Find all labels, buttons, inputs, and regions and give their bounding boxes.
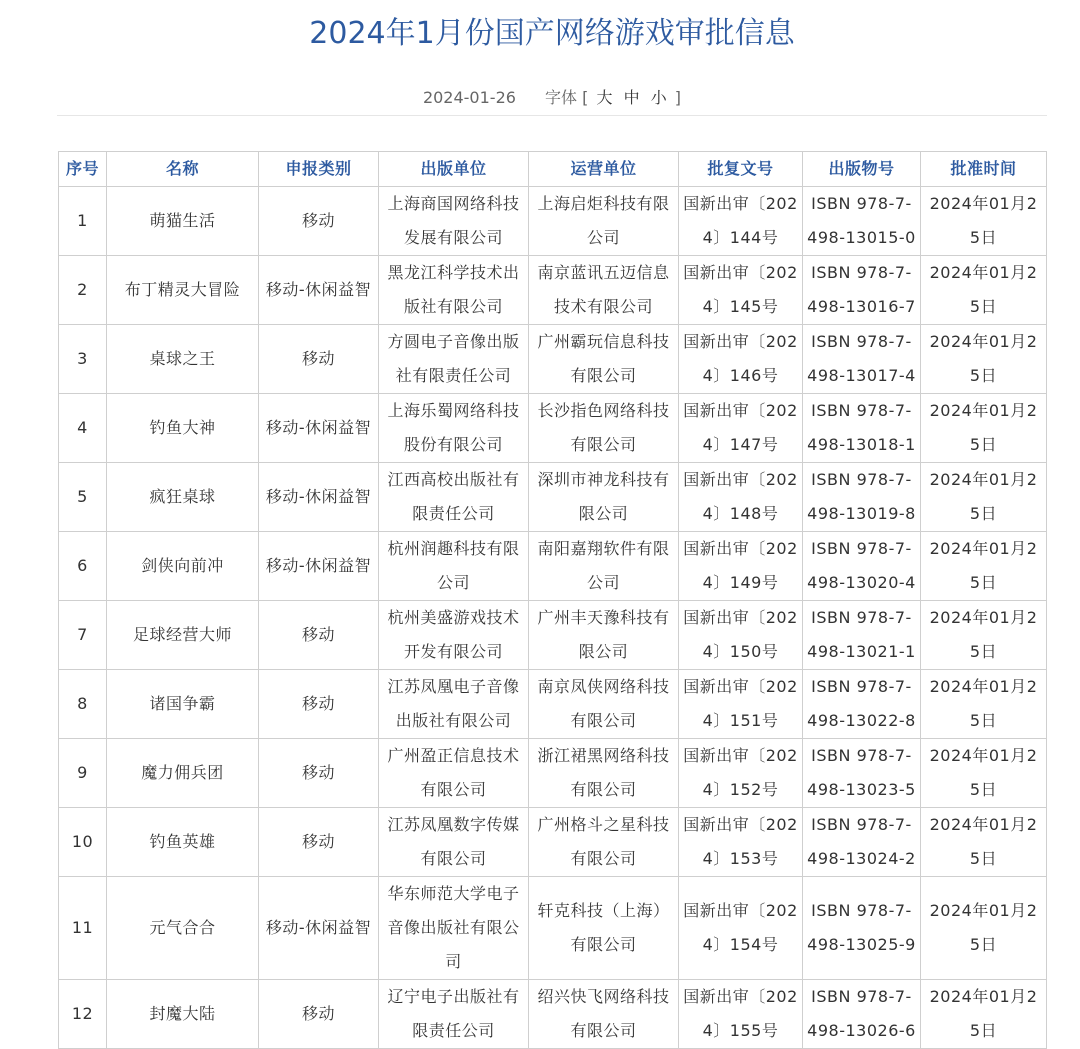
- cell-approval-date: 2024年01月25日: [921, 532, 1047, 601]
- cell-approval-date: 2024年01月25日: [921, 601, 1047, 670]
- table-row: [59, 808, 1047, 877]
- cell-category: 移动-休闲益智: [259, 877, 379, 980]
- cell-isbn: ISBN 978-7-498-13021-1: [803, 601, 921, 670]
- approval-table: [58, 151, 1047, 1049]
- cell-name: 桌球之王: [107, 325, 259, 394]
- cell-approval-number: 国新出审〔2024〕144号: [679, 187, 803, 256]
- cell-operator: 南京凤侠网络科技有限公司: [529, 670, 679, 739]
- cell-index: 7: [59, 601, 107, 670]
- table-row: [59, 532, 1047, 601]
- cell-name: 疯狂桌球: [107, 463, 259, 532]
- cell-operator: 广州格斗之星科技有限公司: [529, 808, 679, 877]
- bracket-open: [: [582, 88, 589, 107]
- table-row: [59, 670, 1047, 739]
- font-size-large-link[interactable]: 大: [596, 88, 613, 107]
- cell-name: 诸国争霸: [107, 670, 259, 739]
- font-size-control: [545, 88, 681, 107]
- cell-name: 魔力佣兵团: [107, 739, 259, 808]
- cell-approval-date: 2024年01月25日: [921, 808, 1047, 877]
- cell-approval-number: 国新出审〔2024〕147号: [679, 394, 803, 463]
- cell-category: 移动-休闲益智: [259, 394, 379, 463]
- cell-publisher: 江西高校出版社有限责任公司: [379, 463, 529, 532]
- cell-isbn: ISBN 978-7-498-13016-7: [803, 256, 921, 325]
- header-name: 名称: [107, 152, 259, 187]
- cell-isbn: ISBN 978-7-498-13023-5: [803, 739, 921, 808]
- cell-category: 移动: [259, 601, 379, 670]
- cell-publisher: 杭州美盛游戏技术开发有限公司: [379, 601, 529, 670]
- cell-name: 剑侠向前冲: [107, 532, 259, 601]
- cell-publisher: 广州盈正信息技术有限公司: [379, 739, 529, 808]
- header-approval-date: 批准时间: [921, 152, 1047, 187]
- cell-approval-number: 国新出审〔2024〕149号: [679, 532, 803, 601]
- cell-category: 移动-休闲益智: [259, 463, 379, 532]
- cell-category: 移动: [259, 808, 379, 877]
- cell-approval-number: 国新出审〔2024〕150号: [679, 601, 803, 670]
- cell-operator: 广州丰天豫科技有限公司: [529, 601, 679, 670]
- cell-isbn: ISBN 978-7-498-13019-8: [803, 463, 921, 532]
- cell-index: 3: [59, 325, 107, 394]
- bracket-close: ]: [674, 88, 682, 107]
- publish-date: 2024-01-26: [422, 88, 516, 107]
- cell-index: 9: [59, 739, 107, 808]
- cell-approval-number: 国新出审〔2024〕151号: [679, 670, 803, 739]
- cell-index: 4: [59, 394, 107, 463]
- cell-operator: 轩克科技（上海）有限公司: [529, 877, 679, 980]
- cell-index: 5: [59, 463, 107, 532]
- cell-approval-number: 国新出审〔2024〕153号: [679, 808, 803, 877]
- font-size-small-link[interactable]: 小: [650, 88, 667, 107]
- cell-publisher: 黑龙江科学技术出版社有限公司: [379, 256, 529, 325]
- font-size-label: 字体: [545, 88, 578, 107]
- header-index: 序号: [59, 152, 107, 187]
- cell-operator: 南阳嘉翔软件有限公司: [529, 532, 679, 601]
- cell-isbn: ISBN 978-7-498-13018-1: [803, 394, 921, 463]
- cell-publisher: 杭州润趣科技有限公司: [379, 532, 529, 601]
- cell-publisher: 江苏凤凰数字传媒有限公司: [379, 808, 529, 877]
- cell-isbn: ISBN 978-7-498-13024-2: [803, 808, 921, 877]
- cell-name: 元气合合: [107, 877, 259, 980]
- cell-publisher: 方圆电子音像出版社有限责任公司: [379, 325, 529, 394]
- cell-publisher: 江苏凤凰电子音像出版社有限公司: [379, 670, 529, 739]
- table-row: [59, 394, 1047, 463]
- page-title: 2024年1月份国产网络游戏审批信息: [309, 16, 795, 51]
- cell-approval-number: 国新出审〔2024〕155号: [679, 980, 803, 1049]
- cell-publisher: 华东师范大学电子音像出版社有限公司: [379, 877, 529, 980]
- table-row: [59, 739, 1047, 808]
- cell-publisher: 上海商国网络科技发展有限公司: [379, 187, 529, 256]
- cell-approval-date: 2024年01月25日: [921, 463, 1047, 532]
- cell-isbn: ISBN 978-7-498-13025-9: [803, 877, 921, 980]
- cell-isbn: ISBN 978-7-498-13022-8: [803, 670, 921, 739]
- table-row: [59, 256, 1047, 325]
- cell-name: 钓鱼英雄: [107, 808, 259, 877]
- cell-category: 移动-休闲益智: [259, 532, 379, 601]
- header-divider: [57, 115, 1047, 116]
- table-row: [59, 980, 1047, 1049]
- cell-approval-date: 2024年01月25日: [921, 394, 1047, 463]
- cell-operator: 长沙指色网络科技有限公司: [529, 394, 679, 463]
- header-isbn: 出版物号: [803, 152, 921, 187]
- cell-index: 1: [59, 187, 107, 256]
- header-category: 申报类别: [259, 152, 379, 187]
- cell-operator: 深圳市神龙科技有限公司: [529, 463, 679, 532]
- cell-operator: 上海启炬科技有限公司: [529, 187, 679, 256]
- table-header-row: [59, 152, 1047, 187]
- cell-index: 8: [59, 670, 107, 739]
- cell-publisher: 辽宁电子出版社有限责任公司: [379, 980, 529, 1049]
- cell-category: 移动: [259, 325, 379, 394]
- cell-approval-date: 2024年01月25日: [921, 187, 1047, 256]
- cell-index: 11: [59, 877, 107, 980]
- table-row: [59, 877, 1047, 980]
- cell-operator: 浙江裙黑网络科技有限公司: [529, 739, 679, 808]
- header-operator: 运营单位: [529, 152, 679, 187]
- cell-approval-number: 国新出审〔2024〕148号: [679, 463, 803, 532]
- cell-name: 布丁精灵大冒险: [107, 256, 259, 325]
- cell-approval-number: 国新出审〔2024〕146号: [679, 325, 803, 394]
- cell-approval-date: 2024年01月25日: [921, 256, 1047, 325]
- cell-approval-number: 国新出审〔2024〕145号: [679, 256, 803, 325]
- cell-category: 移动-休闲益智: [259, 256, 379, 325]
- cell-isbn: ISBN 978-7-498-13015-0: [803, 187, 921, 256]
- cell-category: 移动: [259, 670, 379, 739]
- cell-name: 钓鱼大神: [107, 394, 259, 463]
- cell-category: 移动: [259, 739, 379, 808]
- header-approval-number: 批复文号: [679, 152, 803, 187]
- cell-publisher: 上海乐蜀网络科技股份有限公司: [379, 394, 529, 463]
- table-row: [59, 325, 1047, 394]
- cell-operator: 广州霸玩信息科技有限公司: [529, 325, 679, 394]
- cell-index: 6: [59, 532, 107, 601]
- cell-approval-date: 2024年01月25日: [921, 325, 1047, 394]
- cell-isbn: ISBN 978-7-498-13017-4: [803, 325, 921, 394]
- cell-operator: 南京蓝讯五迈信息技术有限公司: [529, 256, 679, 325]
- cell-name: 封魔大陆: [107, 980, 259, 1049]
- cell-approval-number: 国新出审〔2024〕154号: [679, 877, 803, 980]
- cell-operator: 绍兴快飞网络科技有限公司: [529, 980, 679, 1049]
- cell-approval-date: 2024年01月25日: [921, 877, 1047, 980]
- cell-approval-date: 2024年01月25日: [921, 980, 1047, 1049]
- cell-category: 移动: [259, 980, 379, 1049]
- cell-category: 移动: [259, 187, 379, 256]
- cell-name: 萌猫生活: [107, 187, 259, 256]
- cell-name: 足球经营大师: [107, 601, 259, 670]
- cell-approval-date: 2024年01月25日: [921, 739, 1047, 808]
- cell-isbn: ISBN 978-7-498-13026-6: [803, 980, 921, 1049]
- header-publisher: 出版单位: [379, 152, 529, 187]
- table-row: [59, 463, 1047, 532]
- table-row: [59, 187, 1047, 256]
- table-row: [59, 601, 1047, 670]
- article-meta: [0, 86, 1080, 110]
- cell-approval-number: 国新出审〔2024〕152号: [679, 739, 803, 808]
- cell-isbn: ISBN 978-7-498-13020-4: [803, 532, 921, 601]
- font-size-medium-link[interactable]: 中: [623, 88, 640, 107]
- cell-approval-date: 2024年01月25日: [921, 670, 1047, 739]
- cell-index: 2: [59, 256, 107, 325]
- cell-index: 12: [59, 980, 107, 1049]
- cell-index: 10: [59, 808, 107, 877]
